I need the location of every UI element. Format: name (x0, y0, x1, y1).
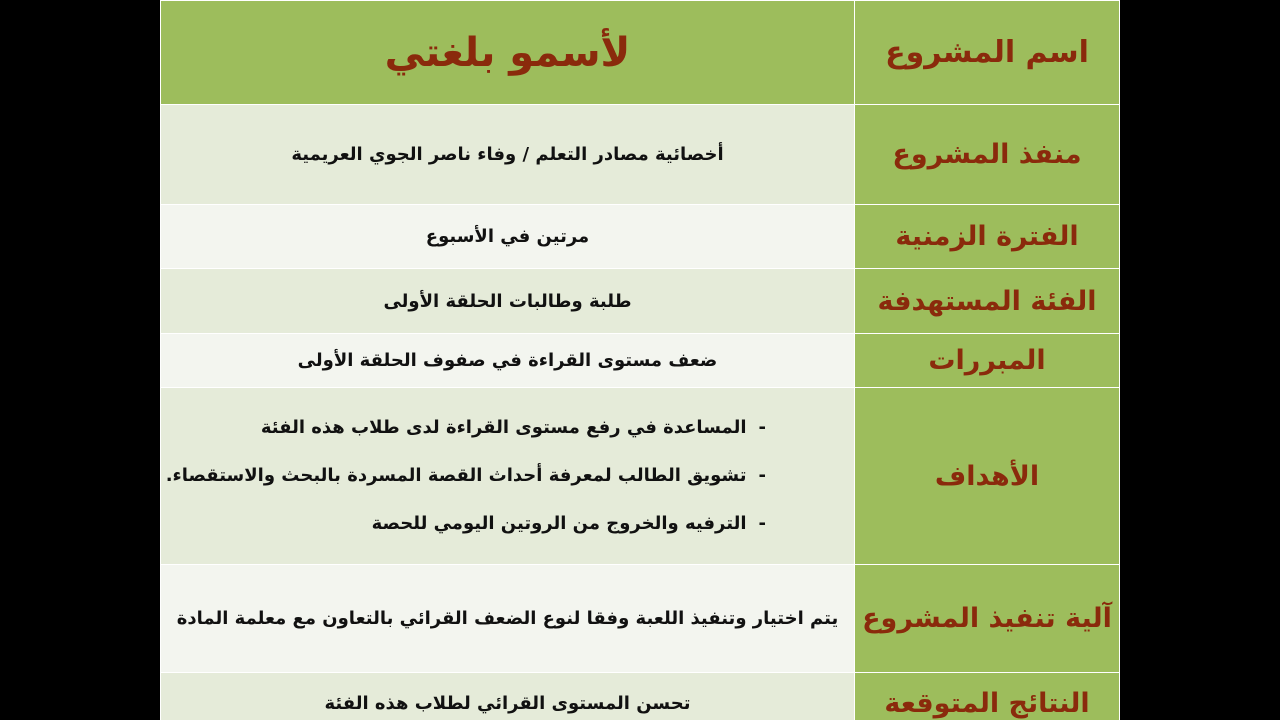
target-group-value: طلبة وطالبات الحلقة الأولى (161, 269, 855, 334)
implementer-value: أخصائية مصادر التعلم / وفاء ناصر الجوي العريمية (161, 105, 855, 205)
goal-bullet: - (758, 417, 766, 438)
expected-results-value: تحسن المستوى القرائي لطلاب هذه الفئة (161, 673, 855, 720)
row-implementer (161, 105, 1120, 205)
justifications-value: ضعف مستوى القراءة في صفوف الحلقة الأولى (161, 334, 855, 388)
project-name-label: اسم المشروع (855, 1, 1120, 105)
row-mechanism (161, 565, 1120, 673)
goal-text: تشويق الطالب لمعرفة أحداث القصة المسردة بالبحث والاستقصاء. (165, 465, 747, 486)
row-expected-results (161, 673, 1120, 720)
mechanism-value: يتم اختيار وتنفيذ اللعبة وفقا لنوع الضعف القرائي بالتعاون مع معلمة المادة (161, 565, 855, 673)
project-table (160, 0, 1120, 720)
goal-item (161, 404, 854, 452)
target-group-label: الفئة المستهدفة (855, 269, 1120, 334)
period-value: مرتين في الأسبوع (161, 205, 855, 269)
row-goals (161, 388, 1120, 565)
row-target-group (161, 269, 1120, 334)
goal-bullet: - (758, 465, 766, 486)
goals-label: الأهداف (855, 388, 1120, 565)
goal-item (161, 500, 854, 548)
goal-text: الترفيه والخروج من الروتين اليومي للحصة (371, 513, 747, 534)
row-project-name (161, 1, 1120, 105)
goal-text: المساعدة في رفع مستوى القراءة لدى طلاب هذه الفئة (260, 417, 747, 438)
goal-bullet: - (758, 513, 766, 534)
goals-list (161, 388, 855, 565)
row-justifications (161, 334, 1120, 388)
goal-item (161, 452, 854, 500)
expected-results-label: النتائج المتوقعة (855, 673, 1120, 720)
implementer-label: منفذ المشروع (855, 105, 1120, 205)
period-label: الفترة الزمنية (855, 205, 1120, 269)
mechanism-label: آلية تنفيذ المشروع (855, 565, 1120, 673)
slide (160, 0, 1120, 720)
row-period (161, 205, 1120, 269)
justifications-label: المبررات (855, 334, 1120, 388)
project-name-value: لأسمو بلغتي (161, 1, 855, 105)
